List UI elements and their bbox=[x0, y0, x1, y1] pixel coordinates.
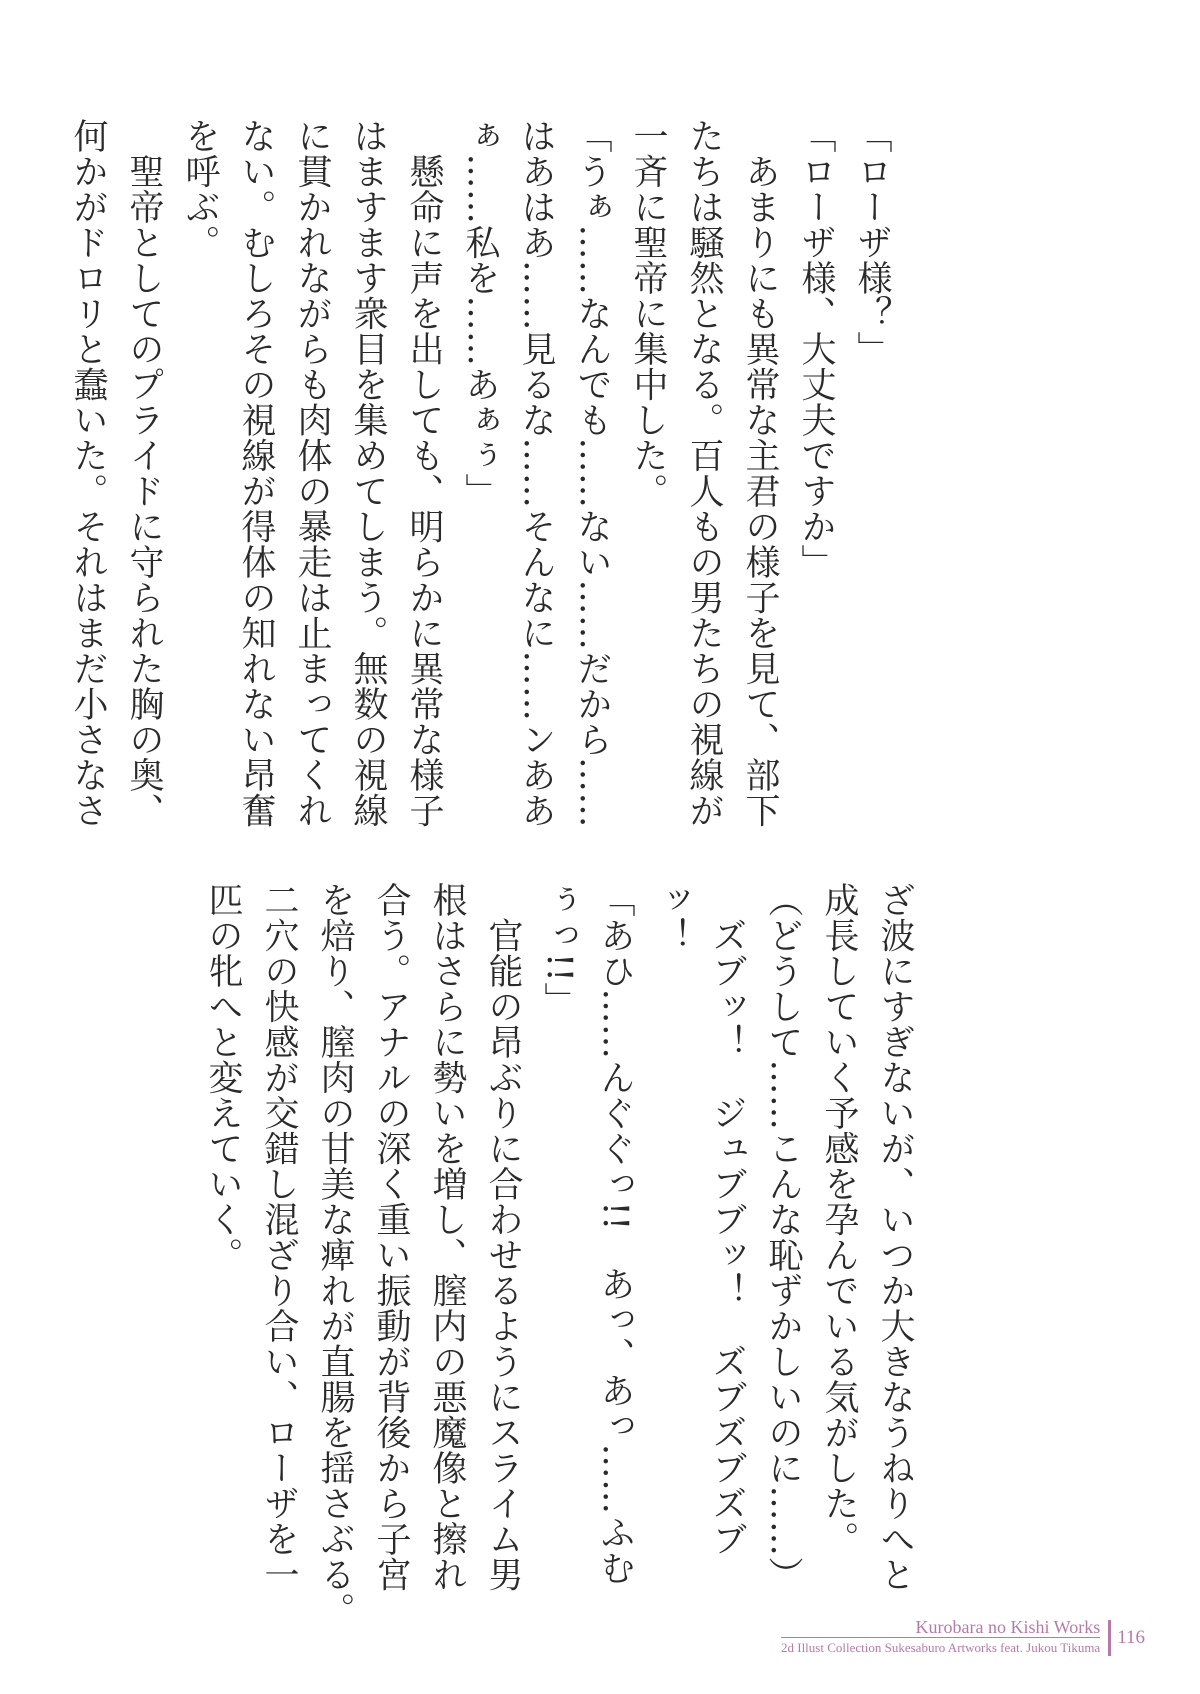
text-line: 懸命に声を出しても、明らかに異常な様子 bbox=[404, 118, 444, 828]
text-line: 官能の昂ぶりに合わせるようにスライム男 bbox=[483, 882, 523, 1592]
text-line: ズブッ！ ジュブブッ！ ズブズブズブ bbox=[707, 882, 747, 1557]
text-line: はあはあ……見るな……そんなに……ンああ bbox=[516, 118, 556, 828]
text-line: ない。むしろその視線が得体の知れない昂奮 bbox=[236, 118, 276, 828]
text-line: ぅっ!!」 bbox=[539, 882, 579, 1018]
text-line: 合う。アナルの深く重い振動が背後から子宮 bbox=[371, 882, 411, 1592]
text-line: たちは騒然となる。百人もの男たちの視線が bbox=[684, 118, 724, 828]
text-line: を呼ぶ。 bbox=[180, 118, 220, 260]
text-line: 「ローザ様？」 bbox=[852, 118, 892, 367]
text-line: 「ローザ様、大丈夫ですか」 bbox=[796, 118, 836, 580]
footer-divider bbox=[1108, 1620, 1111, 1656]
text-line: 「あひ……んぐぐっ!! あっ、あっ……ふむ bbox=[595, 882, 635, 1586]
page-footer bbox=[781, 1596, 1145, 1656]
text-line: （どうして……こんな恥ずかしいのに……） bbox=[763, 882, 803, 1592]
book-subtitle: 2d Illust Collection Sukesaburo Artworks feat. Jukou Tikuma bbox=[781, 1637, 1100, 1656]
text-line: を焙り、膣肉の甘美な痺れが直腸を揺さぶる。 bbox=[315, 882, 355, 1628]
text-block-lower bbox=[203, 882, 923, 1628]
book-title: Kurobara no Kishi Works bbox=[915, 1617, 1101, 1637]
text-line: あまりにも異常な主君の様子を見て、部下 bbox=[740, 118, 780, 828]
text-line: 一斉に聖帝に集中した。 bbox=[628, 118, 668, 509]
text-line: ッ！ bbox=[651, 882, 691, 953]
text-line: 根はさらに勢いを増し、膣内の悪魔像と擦れ bbox=[427, 882, 467, 1592]
text-line: 成長していく予感を孕んでいる気がした。 bbox=[819, 882, 859, 1557]
text-line: ざ波にすぎないが、いつか大きなうねりへと bbox=[875, 882, 915, 1592]
text-line: に貫かれながらも肉体の暴走は止まってくれ bbox=[292, 118, 332, 828]
page-number: 116 bbox=[1117, 1627, 1145, 1648]
footer-titles bbox=[781, 1617, 1100, 1656]
text-line: 匹の牝へと変えていく。 bbox=[203, 882, 243, 1273]
text-line: ぁ……私を……あぁぅ」 bbox=[460, 118, 500, 509]
text-line: 「うぁ……なんでも……ない……だから…… bbox=[572, 118, 612, 828]
text-block-upper bbox=[68, 118, 900, 828]
text-line: 聖帝としてのプライドに守られた胸の奥、 bbox=[124, 118, 164, 828]
text-line: 何かがドロリと蠢いた。それはまだ小さなさ bbox=[68, 118, 108, 828]
text-line: はますます衆目を集めてしまう。無数の視線 bbox=[348, 118, 388, 828]
text-line: 二穴の快感が交錯し混ざり合い、ローザを一 bbox=[259, 882, 299, 1592]
